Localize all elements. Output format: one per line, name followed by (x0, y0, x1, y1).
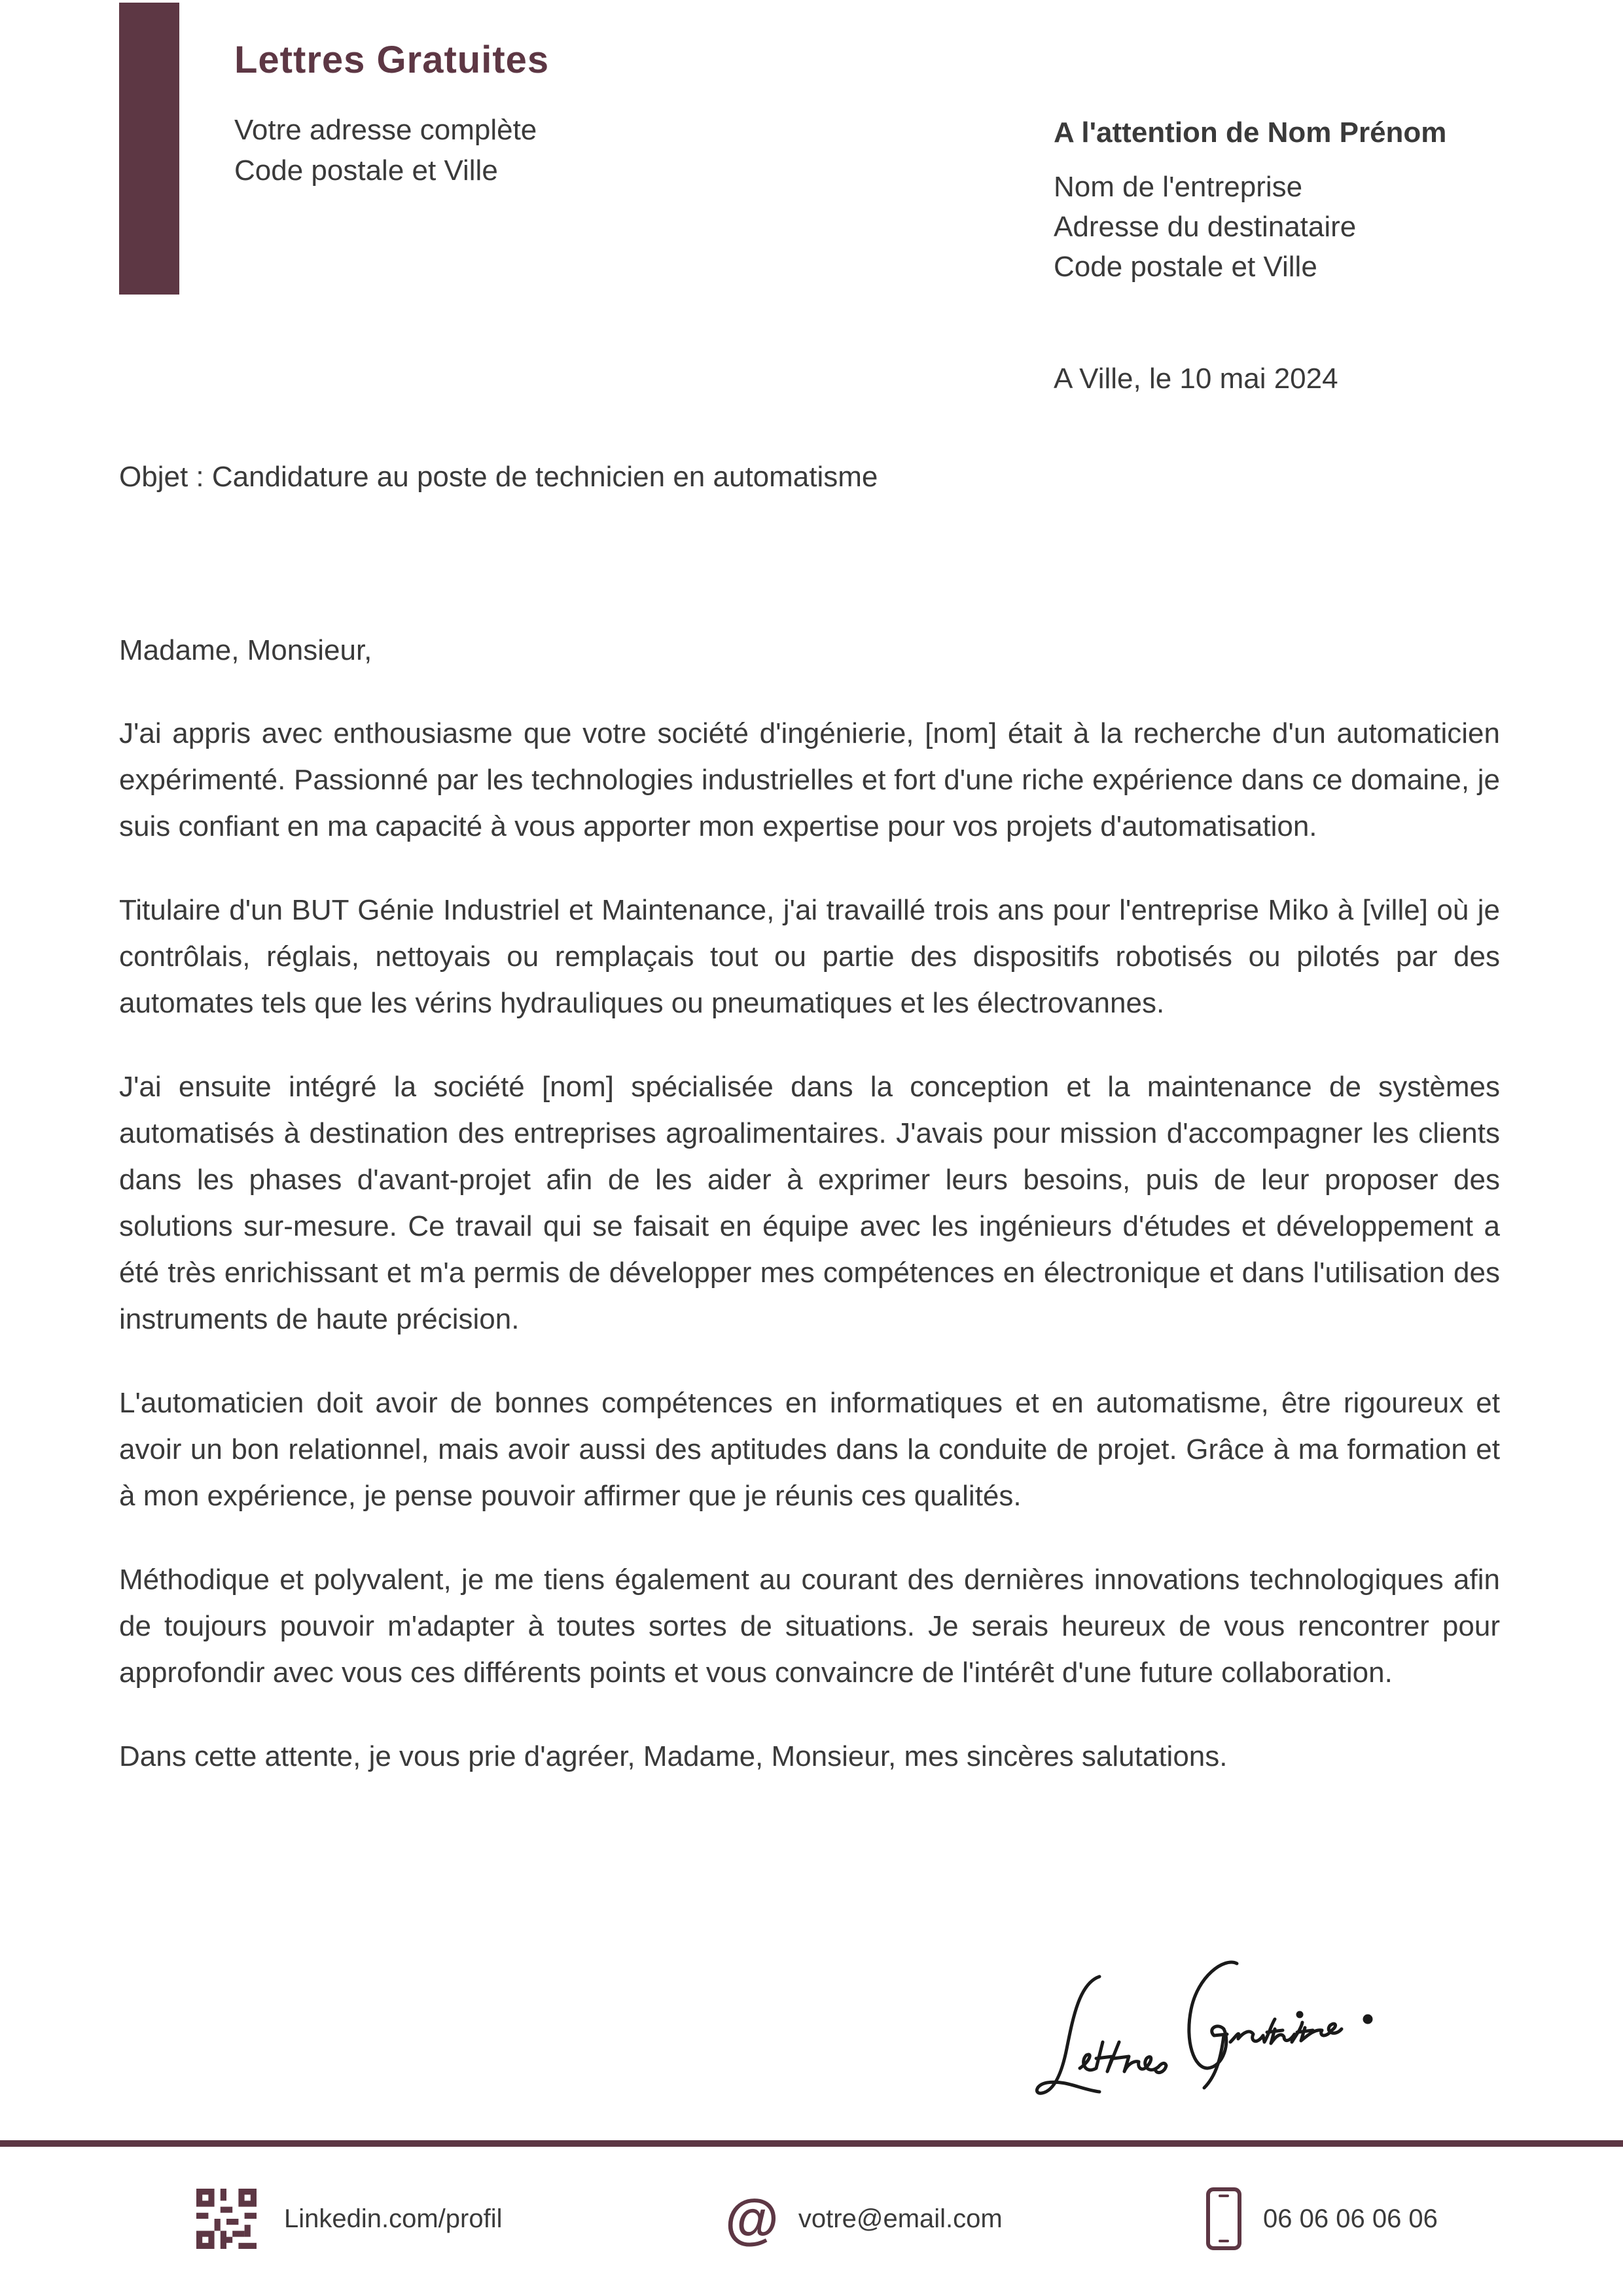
letter-paragraph: J'ai ensuite intégré la société [nom] spécialisée dans la conception et la maintenance de systèmes automatisés à destination des entreprises agroalimentaires. J'avais pour mission d'accompagner les clients dans les phases d'avant-projet afin de les aider à exprimer leurs besoins, puis de leur proposer des solutions sur-mesure. Ce travail qui se faisait en équipe avec les ingénieurs d'études et développement a été très enrichissant et m'a permis de développer mes compétences en électronique et dans l'utilisation des instruments de haute précision. (119, 1071, 1500, 1335)
letter-subject: Objet : Candidature au poste de technicien en automatisme (119, 461, 878, 493)
handwritten-signature (1027, 1937, 1420, 2108)
qr-code-icon (196, 2189, 257, 2249)
header-accent-bar (119, 3, 179, 295)
recipient-city: Code postale et Ville (1054, 251, 1317, 283)
letter-paragraph: L'automaticien doit avoir de bonnes compétences en informatiques et en automatisme, être rigoureux et avoir un bon relationnel, mais avoir aussi des aptitudes dans la conduite de projet. Grâce à ma formation et à mon expérience, je pense pouvoir affirmer que je réunis ces qualités. (119, 1387, 1500, 1512)
letter-closing: Dans cette attente, je vous prie d'agréer, Madame, Monsieur, mes sincères salutations. (119, 1740, 1228, 1772)
letter-date: A Ville, le 10 mai 2024 (1054, 363, 1338, 395)
smartphone-icon (1205, 2187, 1242, 2250)
footer-linkedin (196, 2186, 503, 2251)
letter-body (119, 627, 1500, 1817)
recipient-company: Nom de l'entreprise (1054, 171, 1303, 203)
footer-phone (1205, 2186, 1438, 2251)
recipient-attention: A l'attention de Nom Prénom (1054, 117, 1447, 149)
letter-paragraph: J'ai appris avec enthousiasme que votre société d'ingénierie, [nom] était à la recherche d'un automaticien expérimenté. Passionné par les technologies industrielles et fort d'une riche expérience dans ce domaine, je suis confiant en ma capacité à vous apporter mon expertise pour vos projets d'automatisation. (119, 717, 1500, 842)
phone-text: 06 06 06 06 06 (1263, 2204, 1438, 2233)
sender-address (234, 110, 537, 191)
letter-greeting: Madame, Monsieur, (119, 634, 372, 666)
sender-address-line1: Votre adresse complète (234, 114, 537, 146)
footer-divider (0, 2140, 1623, 2147)
sender-name: Lettres Gratuites (234, 39, 550, 81)
email-text: votre@email.com (798, 2204, 1003, 2233)
linkedin-text: Linkedin.com/profil (284, 2204, 503, 2233)
sender-address-line2: Code postale et Ville (234, 154, 498, 187)
recipient-address: Adresse du destinataire (1054, 211, 1357, 243)
footer-email (725, 2186, 1003, 2251)
at-sign-icon: @ (725, 2187, 779, 2250)
letter-paragraph: Titulaire d'un BUT Génie Industriel et Maintenance, j'ai travaillé trois ans pour l'entreprise Miko à [ville] où je contrôlais, réglais, nettoyais ou remplaçais tout ou partie des dispositifs robotisés ou pilotés par des automates tels que les vérins hydrauliques ou pneumatiques et les électrovannes. (119, 894, 1500, 1019)
recipient-block (1054, 113, 1446, 287)
letter-paragraph: Méthodique et polyvalent, je me tiens également au courant des dernières innovations technologiques afin de toujours pouvoir m'adapter à toutes sortes de situations. Je serais heureux de vous rencontrer pour approfondir avec vous ces différents points et vous convaincre de l'intérêt d'une future collaboration. (119, 1564, 1500, 1689)
